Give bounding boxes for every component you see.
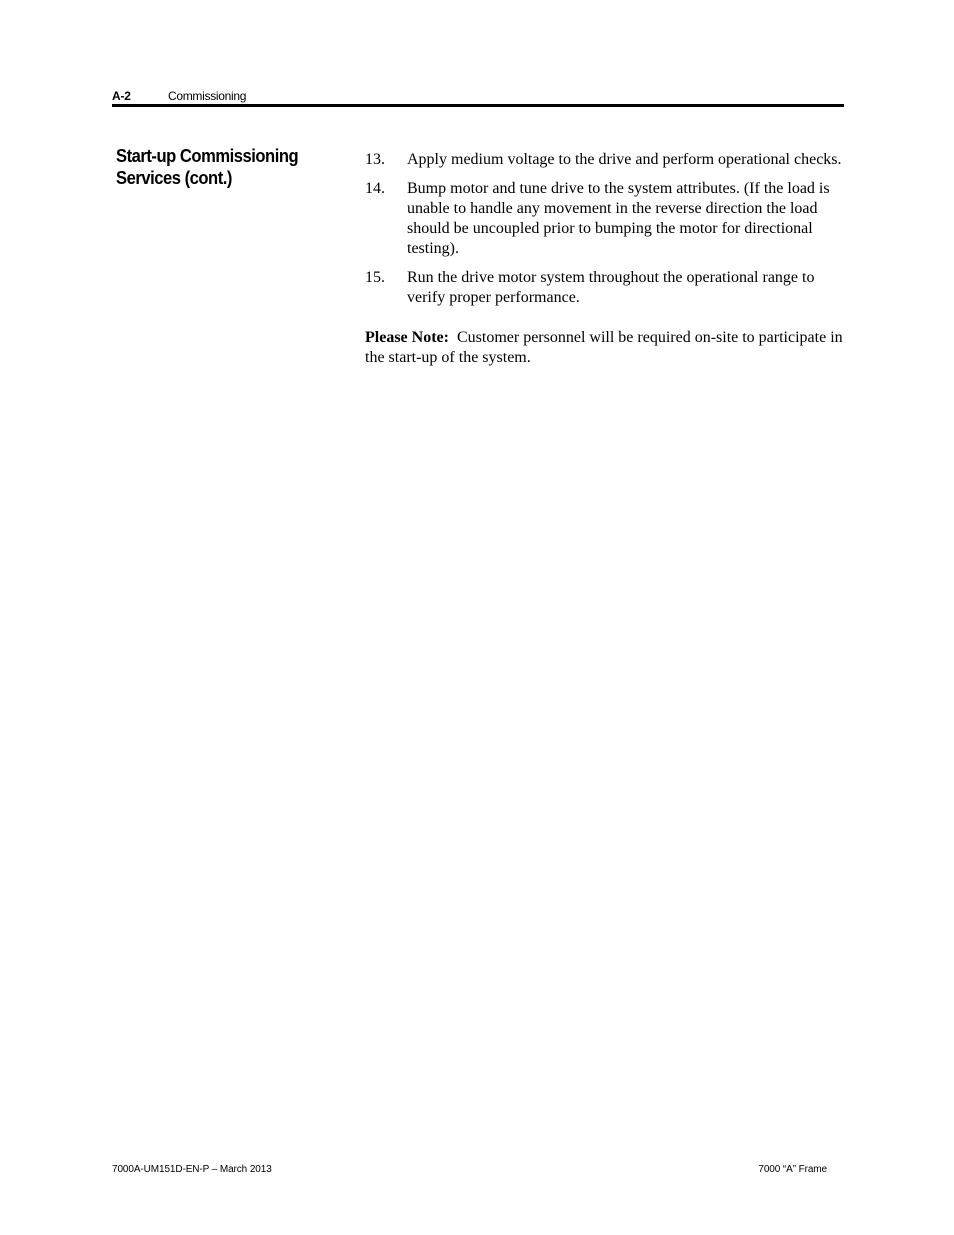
note-label: Please Note:: [365, 329, 449, 346]
page-number: A-2: [112, 89, 131, 103]
step-number: 15.: [365, 269, 385, 286]
note-paragraph: [365, 328, 845, 368]
section-heading-line1: Start-up Commissioning: [116, 146, 299, 166]
list-item: [365, 268, 845, 308]
step-text: Run the drive motor system throughout the operational range to verify proper performance.: [407, 269, 815, 306]
note-text: Customer personnel will be required on-site to participate in the start-up of the system.: [365, 329, 843, 366]
step-number: 13.: [365, 151, 385, 168]
chapter-title: Commissioning: [168, 89, 247, 103]
footer-product: 7000 “A” Frame: [758, 1164, 827, 1175]
footer-publication: 7000A-UM151D-EN-P – March 2013: [112, 1164, 272, 1175]
body-content: [365, 150, 845, 368]
section-heading: [116, 145, 328, 189]
header-rule: [112, 104, 844, 107]
list-item: [365, 150, 845, 170]
section-heading-line2: Services (cont.): [116, 168, 232, 188]
step-number: 14.: [365, 180, 385, 197]
step-text: Apply medium voltage to the drive and perform operational checks.: [407, 151, 842, 168]
step-text: Bump motor and tune drive to the system attributes. (If the load is unable to handle any movement in the reverse direction the load should be uncoupled prior to bumping the motor for directional testing).: [407, 180, 830, 257]
list-item: [365, 179, 845, 259]
